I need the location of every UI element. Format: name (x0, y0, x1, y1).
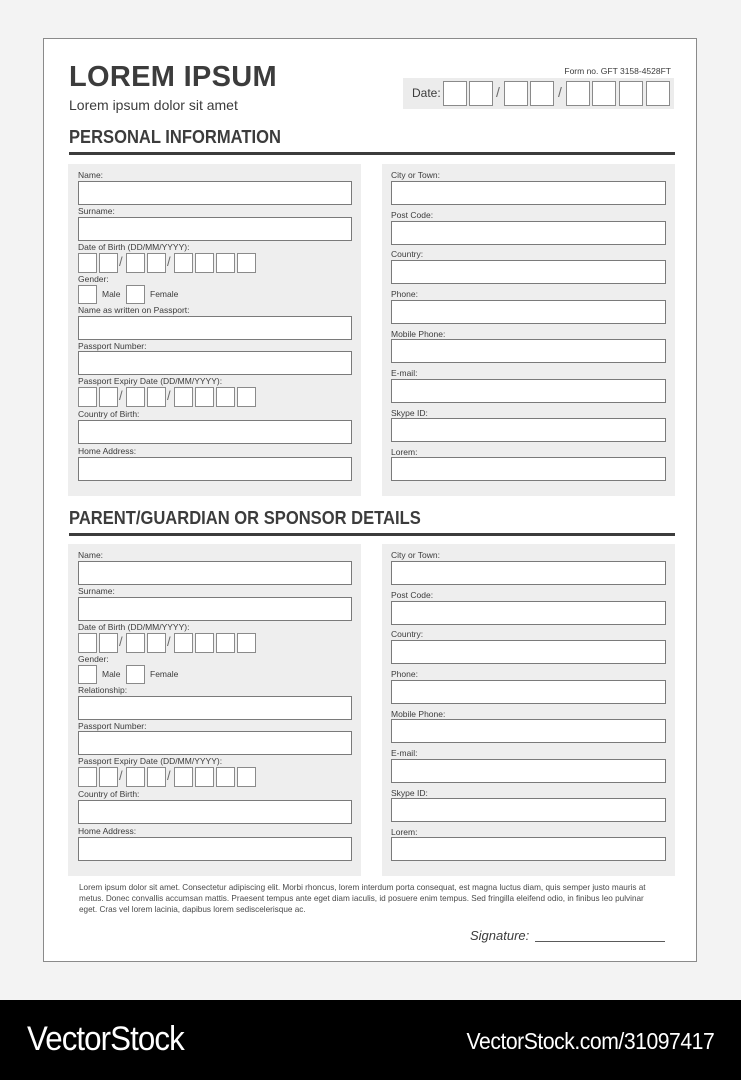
country-of-birth-label: Country of Birth: (78, 409, 140, 419)
section-title-guardian: PARENT/GUARDIAN OR SPONSOR DETAILS (69, 508, 421, 528)
guardian-gender-label: Gender: (78, 654, 109, 664)
lorem-label: Lorem: (391, 447, 418, 457)
guardian-expiry-year-2[interactable] (195, 767, 214, 787)
mobile-input[interactable] (391, 339, 666, 363)
dob-label: Date of Birth (DD/MM/YYYY): (78, 242, 190, 252)
dob-year-4[interactable] (237, 253, 256, 273)
guardian-gender-female-label: Female (150, 669, 179, 679)
guardian-expiry-year-3[interactable] (216, 767, 235, 787)
guardian-expiry-year-1[interactable] (174, 767, 193, 787)
date-year-1[interactable] (566, 81, 590, 106)
name-label: Name: (78, 170, 104, 180)
dob-year-1[interactable] (174, 253, 193, 273)
guardian-post-code-label: Post Code: (391, 590, 434, 600)
date-month-1[interactable] (504, 81, 528, 106)
passport-number-input[interactable] (78, 351, 352, 375)
guardian-dob-month-1[interactable] (126, 633, 145, 653)
passport-name-label: Name as written on Passport: (78, 305, 190, 315)
guardian-name-input[interactable] (78, 561, 352, 585)
relationship-label: Relationship: (78, 685, 128, 695)
form-title: LOREM IPSUM (69, 61, 277, 93)
disclaimer-paragraph: Lorem ipsum dolor sit amet. Consectetur adipiscing elit. Morbi rhoncus, lorem interdum porta consequat, est magna luctus diam, quis semper justo mauris at metus. Donec convallis accumsan mattis. Praesent tempus ante eget diam iaculis, id posuere enim tempus. Sed fringilla eleifend odio, in finibus leo pulvinar eget. Cras vel lorem lacinia, dapibus lorem sediscelerisque ac. (79, 883, 646, 914)
guardian-skype-input[interactable] (391, 798, 666, 822)
guardian-home-address-input[interactable] (78, 837, 352, 861)
dob-separator: / (167, 634, 171, 649)
dob-day-1[interactable] (78, 253, 97, 273)
date-separator: / (558, 84, 562, 100)
guardian-gender-female-checkbox[interactable] (126, 665, 145, 684)
expiry-month-1[interactable] (126, 387, 145, 407)
guardian-email-input[interactable] (391, 759, 666, 783)
dob-month-2[interactable] (147, 253, 166, 273)
expiry-separator: / (167, 388, 171, 403)
email-input[interactable] (391, 379, 666, 403)
dob-separator: / (119, 634, 123, 649)
dob-day-2[interactable] (99, 253, 118, 273)
country-of-birth-input[interactable] (78, 420, 352, 444)
guardian-dob-label: Date of Birth (DD/MM/YYYY): (78, 622, 190, 632)
city-input[interactable] (391, 181, 666, 205)
guardian-name-label: Name: (78, 550, 104, 560)
guardian-passport-number-label: Passport Number: (78, 721, 147, 731)
expiry-separator: / (119, 388, 123, 403)
guardian-dob-year-3[interactable] (216, 633, 235, 653)
section-title-personal: PERSONAL INFORMATION (69, 127, 281, 147)
guardian-post-code-input[interactable] (391, 601, 666, 625)
dob-month-1[interactable] (126, 253, 145, 273)
personal-left-panel (68, 164, 361, 496)
dob-year-2[interactable] (195, 253, 214, 273)
guardian-expiry-month-1[interactable] (126, 767, 145, 787)
passport-number-label: Passport Number: (78, 341, 147, 351)
post-code-label: Post Code: (391, 210, 434, 220)
guardian-dob-year-4[interactable] (237, 633, 256, 653)
guardian-country-of-birth-label: Country of Birth: (78, 789, 140, 799)
guardian-passport-expiry-label: Passport Expiry Date (DD/MM/YYYY): (78, 756, 223, 766)
gender-female-checkbox[interactable] (126, 285, 145, 304)
passport-name-input[interactable] (78, 316, 352, 340)
expiry-year-3[interactable] (216, 387, 235, 407)
guardian-lorem-label: Lorem: (391, 827, 418, 837)
guardian-city-input[interactable] (391, 561, 666, 585)
guardian-expiry-day-1[interactable] (78, 767, 97, 787)
guardian-gender-male-label: Male (102, 669, 121, 679)
phone-input[interactable] (391, 300, 666, 324)
date-day-1[interactable] (443, 81, 467, 106)
date-label: Date: (412, 86, 441, 100)
guardian-gender-male-checkbox[interactable] (78, 665, 97, 684)
dob-separator: / (119, 254, 123, 269)
guardian-phone-input[interactable] (391, 680, 666, 704)
expiry-month-2[interactable] (147, 387, 166, 407)
guardian-phone-label: Phone: (391, 669, 418, 679)
watermark-url: VectorStock.com/31097417 (466, 1028, 714, 1054)
expiry-year-2[interactable] (195, 387, 214, 407)
expiry-day-1[interactable] (78, 387, 97, 407)
expiry-year-4[interactable] (237, 387, 256, 407)
expiry-separator: / (119, 768, 123, 783)
guardian-dob-day-1[interactable] (78, 633, 97, 653)
date-year-2[interactable] (592, 81, 616, 106)
lorem-input[interactable] (391, 457, 666, 481)
guardian-surname-input[interactable] (78, 597, 352, 621)
date-day-2[interactable] (469, 81, 493, 106)
city-label: City or Town: (391, 170, 440, 180)
post-code-input[interactable] (391, 221, 666, 245)
guardian-left-panel (68, 544, 361, 876)
surname-input[interactable] (78, 217, 352, 241)
gender-label: Gender: (78, 274, 109, 284)
gender-male-label: Male (102, 289, 121, 299)
guardian-passport-number-input[interactable] (78, 731, 352, 755)
signature-label: Signature: (470, 928, 530, 943)
date-year-4[interactable] (646, 81, 670, 106)
home-address-label: Home Address: (78, 446, 137, 456)
guardian-right-panel (382, 544, 675, 876)
guardian-surname-label: Surname: (78, 586, 115, 596)
expiry-year-1[interactable] (174, 387, 193, 407)
home-address-input[interactable] (78, 457, 352, 481)
country-input[interactable] (391, 260, 666, 284)
email-label: E-mail: (391, 368, 418, 378)
name-input[interactable] (78, 181, 352, 205)
expiry-day-2[interactable] (99, 387, 118, 407)
skype-input[interactable] (391, 418, 666, 442)
gender-male-checkbox[interactable] (78, 285, 97, 304)
section-divider (69, 152, 675, 155)
form-number: Form no. GFT 3158-4528FT (564, 66, 671, 76)
guardian-email-label: E-mail: (391, 748, 418, 758)
date-month-2[interactable] (530, 81, 554, 106)
guardian-dob-year-2[interactable] (195, 633, 214, 653)
expiry-separator: / (167, 768, 171, 783)
dob-separator: / (167, 254, 171, 269)
gender-female-label: Female (150, 289, 179, 299)
guardian-mobile-input[interactable] (391, 719, 666, 743)
surname-label: Surname: (78, 206, 115, 216)
guardian-country-of-birth-input[interactable] (78, 800, 352, 824)
guardian-mobile-label: Mobile Phone: (391, 709, 446, 719)
guardian-city-label: City or Town: (391, 550, 440, 560)
watermark-brand: VectorStock (27, 1020, 184, 1058)
guardian-expiry-day-2[interactable] (99, 767, 118, 787)
guardian-country-input[interactable] (391, 640, 666, 664)
form-page (43, 38, 697, 962)
guardian-dob-day-2[interactable] (99, 633, 118, 653)
guardian-home-address-label: Home Address: (78, 826, 137, 836)
country-label: Country: (391, 249, 424, 259)
guardian-country-label: Country: (391, 629, 424, 639)
dob-year-3[interactable] (216, 253, 235, 273)
skype-label: Skype ID: (391, 408, 428, 418)
form-subtitle: Lorem ipsum dolor sit amet (69, 97, 238, 113)
guardian-dob-month-2[interactable] (147, 633, 166, 653)
date-field-group (403, 78, 674, 109)
mobile-label: Mobile Phone: (391, 329, 446, 339)
section-divider (69, 533, 675, 536)
passport-expiry-label: Passport Expiry Date (DD/MM/YYYY): (78, 376, 223, 386)
date-separator: / (496, 84, 500, 100)
guardian-dob-year-1[interactable] (174, 633, 193, 653)
signature-line[interactable] (535, 941, 665, 942)
personal-right-panel (382, 164, 675, 496)
guardian-skype-label: Skype ID: (391, 788, 428, 798)
date-year-3[interactable] (619, 81, 643, 106)
guardian-expiry-year-4[interactable] (237, 767, 256, 787)
watermark-bar (0, 1000, 741, 1080)
relationship-input[interactable] (78, 696, 352, 720)
guardian-expiry-month-2[interactable] (147, 767, 166, 787)
phone-label: Phone: (391, 289, 418, 299)
guardian-lorem-input[interactable] (391, 837, 666, 861)
